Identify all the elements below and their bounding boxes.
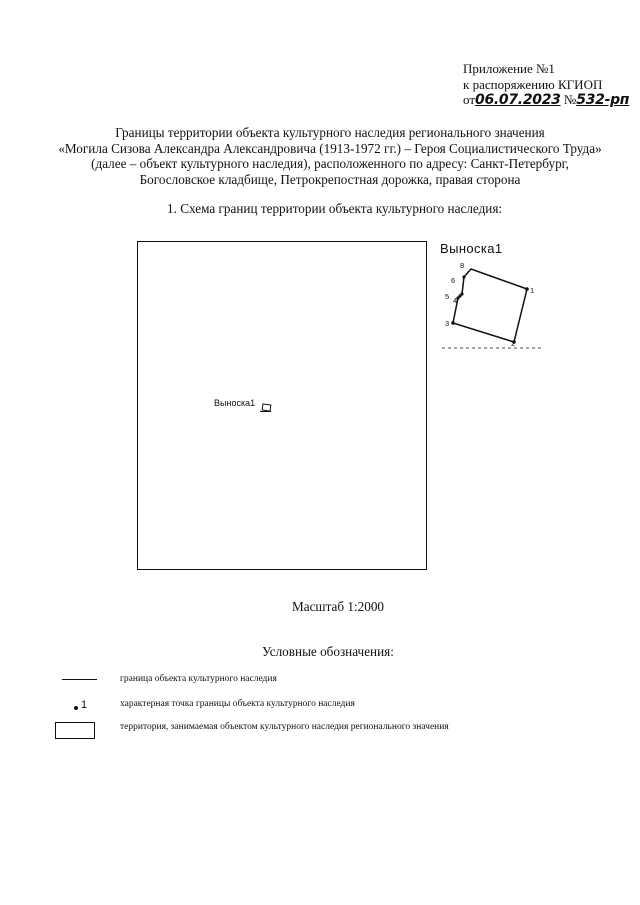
appendix-number: 532-рп — [576, 92, 630, 108]
legend-point-symbol — [74, 706, 78, 710]
scheme-map-frame — [137, 241, 427, 570]
appendix-header — [463, 61, 629, 109]
map-callout-underline — [260, 411, 271, 412]
inset-point-3 — [451, 321, 455, 325]
inset-title: Выноска1 — [440, 241, 503, 256]
title-line4: Богословское кладбище, Петрокрепостная дорожка, правая сторона — [139, 171, 521, 187]
title-line3: (далее – объект культурного наследия), расположенного по адресу: Санкт-Петербург, — [91, 156, 569, 171]
appendix-num-sign: № — [563, 92, 577, 107]
title-line2: «Могила Сизова Александра Александровича (1913-1972 гг.) – Героя Социалистического Труда» — [58, 140, 602, 156]
legend-point-number: 1 — [81, 699, 88, 711]
inset-label-3: 3 — [445, 319, 450, 328]
legend-item-territory: территория, занимаемая объектом культурного наследия регионального значения — [120, 722, 449, 732]
legend-territory-symbol — [55, 722, 95, 739]
inset-diagram — [438, 256, 548, 352]
inset-label-2: 2 — [511, 339, 516, 348]
title-line1: Границы территории объекта культурного наследия регионального значения — [115, 125, 545, 140]
document-title — [40, 125, 620, 187]
legend-item-point: характерная точка границы объекта культурного наследия — [120, 699, 355, 709]
appendix-line3 — [463, 92, 629, 109]
appendix-prefix: от — [463, 92, 476, 107]
inset-point-8 — [462, 275, 465, 278]
inset-label-1: 1 — [530, 286, 535, 295]
legend-item-boundary: граница объекта культурного наследия — [120, 674, 277, 684]
legend-title: Условные обозначения: — [262, 644, 394, 659]
inset-boundary — [453, 269, 527, 342]
inset-label-4: 4 — [453, 296, 458, 305]
appendix-line1: Приложение №1 — [463, 61, 555, 76]
inset-point-6 — [460, 292, 463, 295]
legend-boundary-line-symbol — [62, 679, 97, 680]
inset-label-5: 5 — [445, 292, 450, 301]
section-heading: 1. Схема границ территории объекта культурного наследия: — [167, 201, 503, 216]
map-callout-label: Выноска1 — [214, 398, 256, 408]
inset-label-6: 6 — [451, 276, 456, 285]
appendix-date: 06.07.2023 — [475, 92, 561, 108]
appendix-line2: к распоряжению КГИОП — [463, 76, 603, 92]
map-scale: Масштаб 1:2000 — [292, 599, 385, 614]
inset-label-8: 8 — [460, 261, 465, 270]
inset-point-1 — [525, 287, 529, 291]
